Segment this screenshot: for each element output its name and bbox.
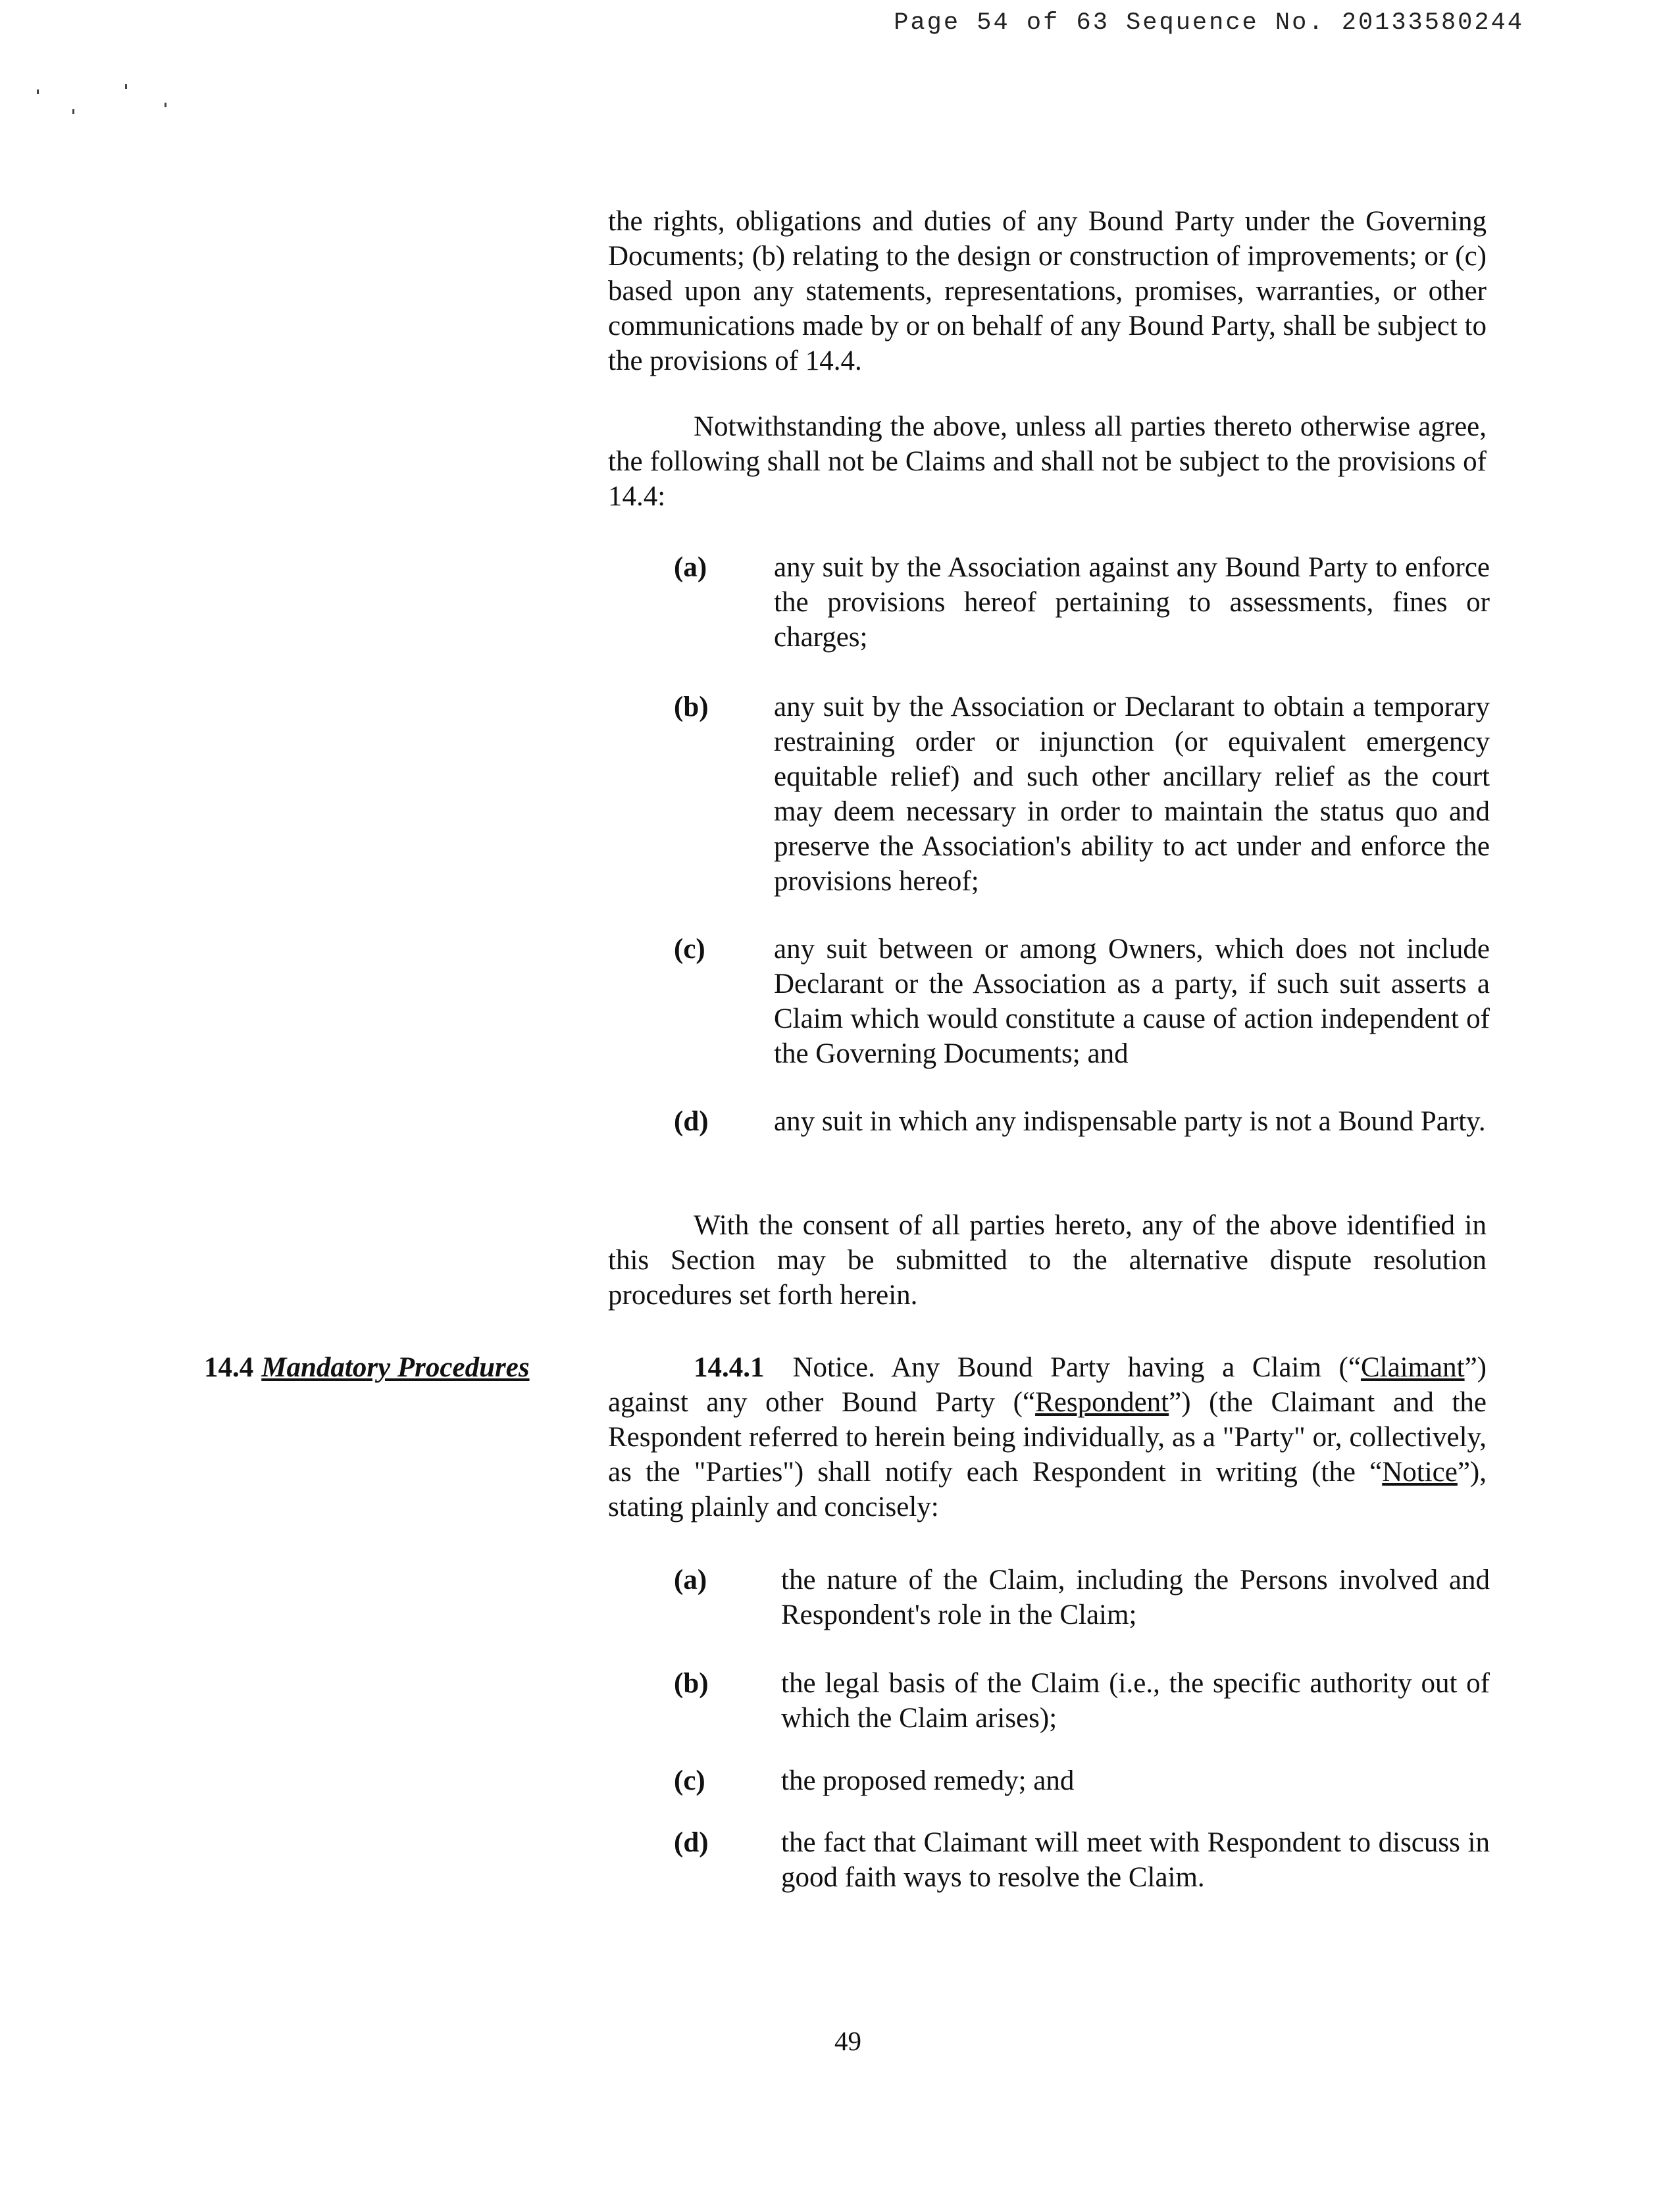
scan-speck — [72, 109, 74, 114]
scan-speck — [125, 84, 127, 89]
notice-paragraph: 14.4.1 Notice. Any Bound Party having a Claim (“Claimant”) against any other Bound Party (“Respondent”) (the Claimant and the Respondent referred to herein being individually, as a "Party" or, collectively, as the "Parties") shall notify each Respondent in writing (the “Notice”), stating plainly and concisely: — [608, 1352, 1487, 1522]
scan-speck — [165, 103, 166, 107]
scan-speck — [37, 89, 39, 94]
document-page: Page 54 of 63 Sequence No. 20133580244 the rights, obligations and duties of any Bound Party under the Governing Documents; (b) relating to the design or construction of improvements; or (c) based upon any statements, representations, promises, warranties, or other communications made by or on behalf of any Bound Party, shall be subject to the provisions of 14.4. Notwithstanding the above, unless all parties thereto otherwise agree, the following shall not be Claims and shall not be subject to the provisions of 14.4: (a) any suit by the Association against any Bound Party to enforce the provisions hereof pertaining to assessments, fines or charges; (b) any suit by the Association or Declarant to obtain a temporary restraining order or injunction (or equivalent emergency equitable relief) and such other ancillary relief as the court may deem necessary in order to maintain the status quo and preserve the Association's ability to act under and enforce the provisions hereof; (c) any suit between or among Owners, which does not include Declarant or the Association as a party, if such suit asserts a Claim which would constitute a cause of action independent of the Governing Documents; and (d) any suit in which any indispensable party is not a Bound Party. With the consent of all parties hereto, any of the above identified in this Section may be submitted to the alternative dispute resolution procedures set forth herein. 14.4 Mandatory Procedures 14.4.1 Notice. Any Bound Party having a Claim (“Claimant”) against any other Bound Party (“Respondent”) (the Claimant and the Respondent referred to herein being individually, as a "Party" or, collectively, as the "Parties") shall notify each Respondent in writing (the “Notice”), stating plainly and concisely: (a) the nature of the Claim, including the Persons involved and Respondent's role in the Claim; (b) the legal basis of the Claim (i.e., the specific authority out of which the Claim arises); (c) the proposed remedy; and (d) the fact that Claimant will meet with Respondent to discuss in good faith ways to resolve the Claim. 49 — [0, 0, 1680, 2189]
section-number: 14.4 — [204, 1352, 254, 1383]
defined-term-notice: Notice — [1382, 1457, 1458, 1488]
notwithstanding-paragraph: Notwithstanding the above, unless all parties thereto otherwise agree, the following shall not be Claims and shall not be subject to the provisions of 14.4: — [608, 411, 1487, 512]
section-heading — [204, 1350, 530, 1385]
subsection-number: 14.4.1 — [694, 1352, 765, 1383]
continuation-paragraph: the rights, obligations and duties of any Bound Party under the Governing Documents; (b) relating to the design or construction of improvements; or (c) based upon any statements, representations, promises, warranties, or other communications made by or on behalf of any Bound Party, shall be subject to the provisions of 14.4. — [608, 206, 1487, 376]
consent-paragraph: With the consent of all parties hereto, any of the above identified in this Section may be submitted to the alternative dispute resolution procedures set forth herein. — [608, 1210, 1487, 1311]
page-number: 49 — [834, 2026, 861, 2056]
section-title: Mandatory Procedures — [261, 1352, 530, 1383]
defined-term-respondent: Respondent — [1035, 1387, 1169, 1418]
defined-term-claimant: Claimant — [1360, 1352, 1465, 1383]
page-header: Page 54 of 63 Sequence No. 20133580244 — [894, 9, 1524, 37]
